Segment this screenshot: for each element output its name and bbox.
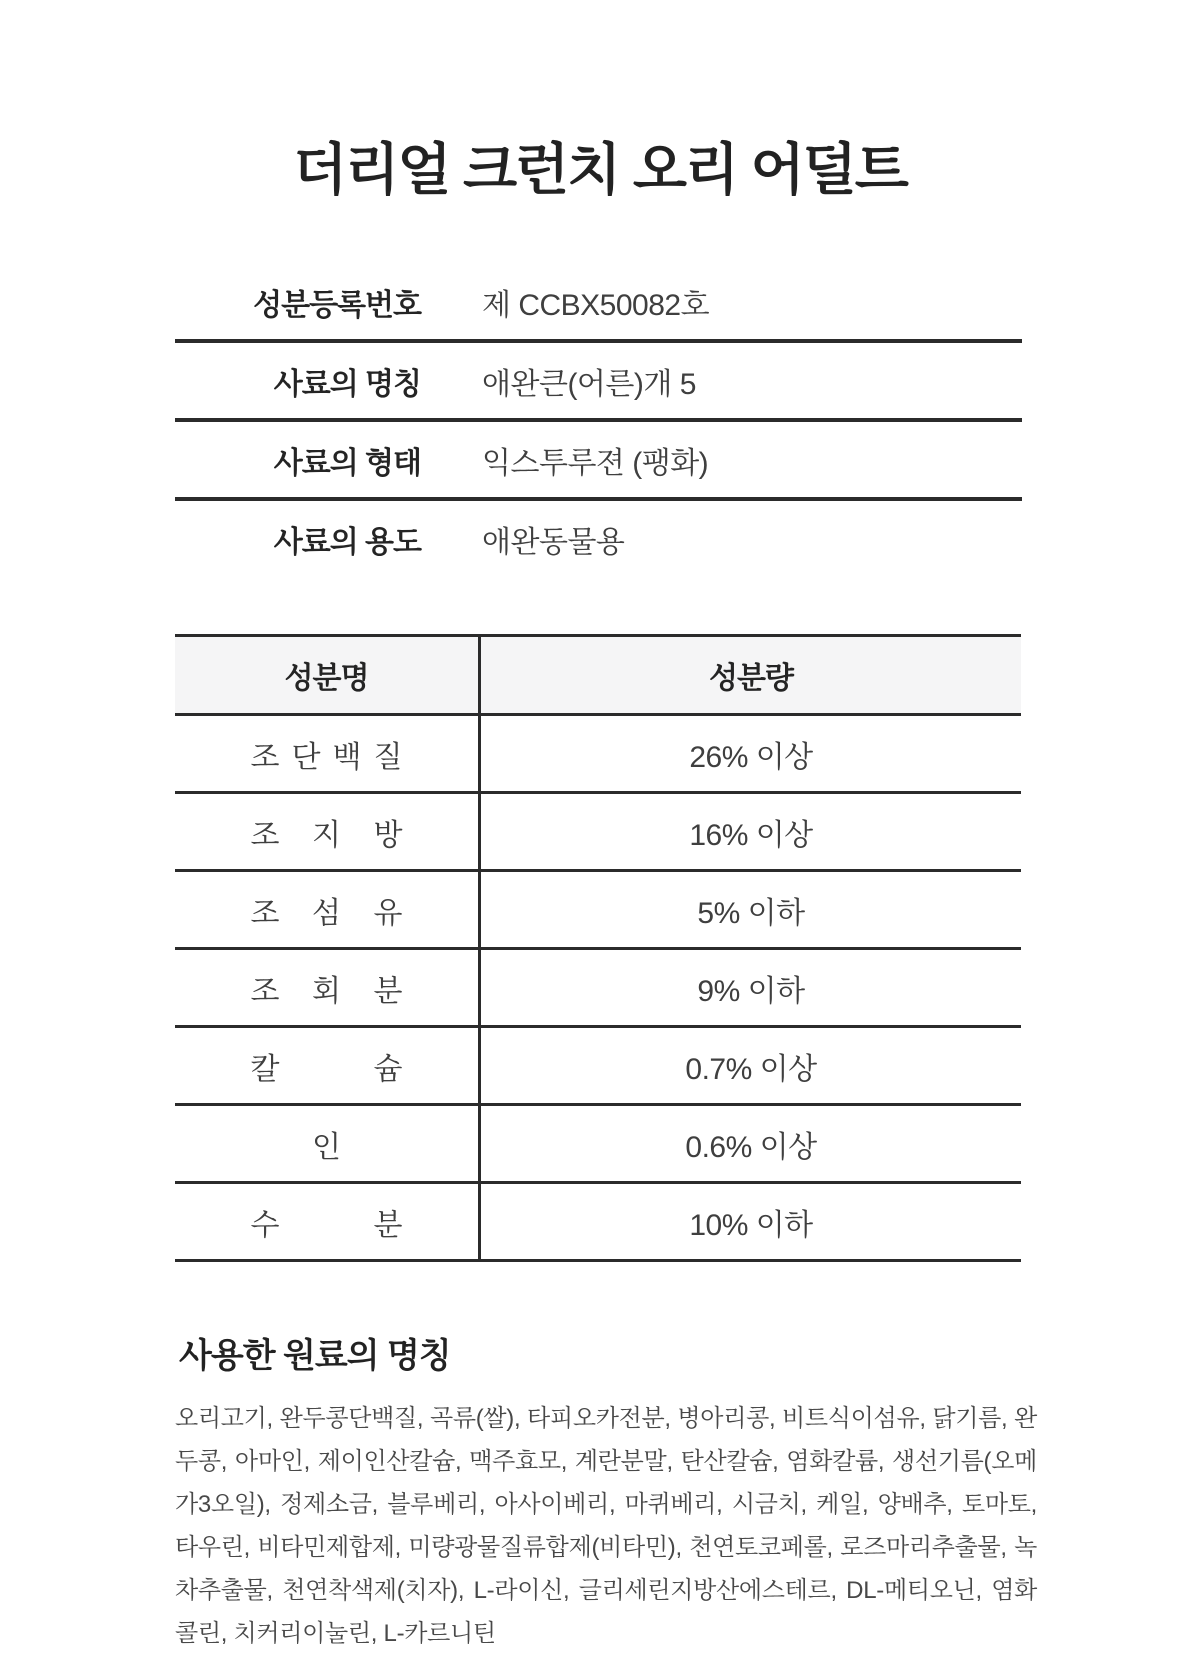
info-value: 익스투루젼 (팽화) <box>482 446 709 480</box>
nutrient-name: 수 분 <box>250 1208 403 1242</box>
info-label: 성분등록번호 <box>253 288 421 322</box>
ingredients-heading: 사용한 원료의 명칭 <box>179 1337 451 1375</box>
nutrient-name-cell <box>175 950 481 1025</box>
nutrient-amount-cell <box>481 1106 1021 1181</box>
product-title: 더리얼 크런치 오리 어덜트 <box>293 138 907 201</box>
nutrient-name: 조 지 방 <box>250 818 403 852</box>
nutrient-name-cell <box>175 1184 481 1259</box>
nutrient-name: 칼 슘 <box>250 1052 403 1086</box>
nutrition-row <box>175 1028 1021 1106</box>
nutrition-row <box>175 1184 1021 1259</box>
ingredients-section <box>175 1338 1037 1655</box>
header-amount-cell <box>481 637 1021 713</box>
nutrient-amount: 0.7% 이상 <box>685 1052 817 1086</box>
nutrient-name-cell <box>175 716 481 791</box>
info-row <box>175 264 1022 339</box>
nutrient-name: 조 단 백 질 <box>250 740 403 774</box>
nutrient-amount: 10% 이하 <box>689 1208 813 1242</box>
header-name-label: 성분명 <box>284 662 369 695</box>
info-value: 애완동물용 <box>482 525 625 559</box>
info-row <box>175 339 1022 418</box>
nutrient-amount-cell <box>481 794 1021 869</box>
nutrient-name: 조 섬 유 <box>250 896 403 930</box>
nutrition-row <box>175 716 1021 794</box>
info-row <box>175 497 1022 576</box>
nutrition-row <box>175 872 1021 950</box>
nutrient-amount: 9% 이하 <box>697 974 805 1008</box>
nutrient-name-cell <box>175 1028 481 1103</box>
info-label: 사료의 형태 <box>273 446 421 480</box>
nutrient-name: 조 회 분 <box>250 974 403 1008</box>
nutrient-amount: 0.6% 이상 <box>685 1130 817 1164</box>
nutrition-table <box>175 634 1021 1262</box>
nutrient-amount: 26% 이상 <box>689 740 813 774</box>
nutrient-amount-cell <box>481 872 1021 947</box>
nutrient-amount: 16% 이상 <box>689 818 813 852</box>
ingredients-text: 오리고기, 완두콩단백질, 곡류(쌀), 타피오카전분, 병아리콩, 비트식이섬유, 닭기름, 완두콩, 아마인, 제이인산칼슘, 맥주효모, 계란분말, 탄산칼슘, 염화칼륨, 생선기름(오메가3오일), 정제소금, 블루베리, 아사이베리, 마퀴베리, 시금치, 케일, 양배추, 토마토, 타우린, 비타민제합제, 미량광물질류합제(비타민), 천연토코페롤, 로즈마리추출물, 녹차추출물, 천연착색제(치자), L-라이신, 글리세린지방산에스테르, DL-메티오닌, 염화콜린, 치커리이눌린, L-카르니틴 <box>175 1405 1037 1647</box>
header-amount-label: 성분량 <box>709 662 793 695</box>
nutrient-amount-cell <box>481 950 1021 1025</box>
nutrient-name-cell <box>175 1106 481 1181</box>
info-value: 애완큰(어른)개 5 <box>482 367 696 401</box>
header-name-cell <box>175 637 481 713</box>
registration-info-table <box>175 264 1022 576</box>
info-row <box>175 418 1022 497</box>
nutrient-amount-cell <box>481 1184 1021 1259</box>
info-value: 제 CCBX50082호 <box>482 288 710 322</box>
info-label: 사료의 명칭 <box>273 367 421 401</box>
nutrient-amount: 5% 이하 <box>697 896 805 930</box>
nutrient-name: 인 <box>312 1130 341 1164</box>
nutrition-header-row <box>175 637 1021 716</box>
nutrient-amount-cell <box>481 1028 1021 1103</box>
info-label: 사료의 용도 <box>273 525 421 559</box>
nutrient-name-cell <box>175 872 481 947</box>
nutrition-row <box>175 794 1021 872</box>
nutrient-name-cell <box>175 794 481 869</box>
nutrient-amount-cell <box>481 716 1021 791</box>
nutrition-row <box>175 950 1021 1028</box>
nutrition-row <box>175 1106 1021 1184</box>
